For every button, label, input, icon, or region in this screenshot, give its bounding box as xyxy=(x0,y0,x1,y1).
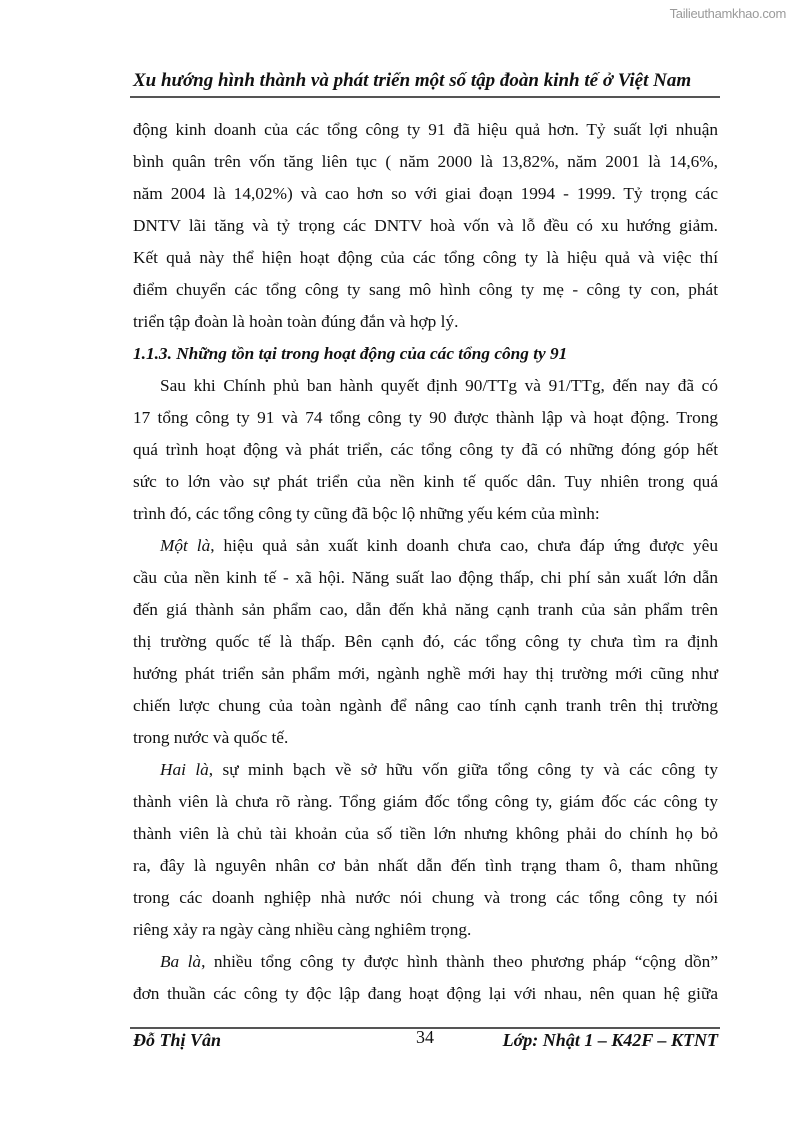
text-line: bình quân trên vốn tăng liên tục ( năm 2000 là 13,82%, năm 2001 là 14,6%, xyxy=(133,152,718,171)
text-line: sức to lớn vào sự phát triển của nền kinh tế quốc dân. Tuy nhiên trong quá xyxy=(133,472,718,491)
text-line xyxy=(133,754,718,786)
watermark: Tailieuthamkhao.com xyxy=(669,6,786,21)
line-text: , nhiều tổng công ty được hình thành theo phương pháp “cộng dồn” xyxy=(201,952,718,971)
text-line: DNTV lãi tăng và tỷ trọng các DNTV hoà vốn và lỗ đều có xu hướng giảm. xyxy=(133,216,718,235)
italic-lead: Ba là xyxy=(160,952,202,971)
page-number: 34 xyxy=(416,1027,434,1047)
running-header: Xu hướng hình thành và phát triển một số tập đoàn kinh tế ở Việt Nam xyxy=(133,70,692,91)
footer-class-info: Lớp: Nhật 1 – K42F – KTNT xyxy=(502,1030,718,1050)
text-line: thị trường quốc tế là thấp. Bên cạnh đó, các tổng công ty chưa tìm ra định xyxy=(133,632,718,651)
text-line: điểm chuyển các tổng công ty sang mô hình công ty mẹ - công ty con, phát xyxy=(133,280,718,299)
text-line: quá trình hoạt động và phát triển, các tổng công ty đã có những đóng góp hết xyxy=(133,440,718,459)
text-line xyxy=(133,946,718,978)
page-body xyxy=(133,114,718,1010)
text-line: chiến lược chung của toàn ngành để nâng cao tính cạnh tranh trên thị trường xyxy=(133,696,718,715)
footer-author: Đỗ Thị Vân xyxy=(133,1030,222,1050)
text-line: hướng phát triển sản phẩm mới, ngành nghề mới hay thị trường mới cũng như xyxy=(133,664,718,683)
text-line: riêng xảy ra ngày càng nhiều càng nghiêm trọng. xyxy=(133,920,472,939)
text-line: động kinh doanh của các tổng công ty 91 đã hiệu quả hơn. Tỷ suất lợi nhuận xyxy=(133,120,718,139)
page-footer xyxy=(133,1027,718,1054)
text-line: triển tập đoàn là hoàn toàn đúng đắn và hợp lý. xyxy=(133,312,459,331)
text-line: năm 2004 là 14,02%) và cao hơn so với giai đoạn 1994 - 1999. Tỷ trọng các xyxy=(133,184,718,203)
text-line: trình đó, các tổng công ty cũng đã bộc lộ những yếu kém của mình: xyxy=(133,504,600,523)
text-line: trong các doanh nghiệp nhà nước nói chung và trong các tổng công ty nói xyxy=(133,888,718,907)
text-line: 17 tổng công ty 91 và 74 tổng công ty 90 được thành lập và hoạt động. Trong xyxy=(133,408,718,427)
text-line: thành viên là chủ tài khoản của số tiền lớn nhưng không phải do chính họ bỏ xyxy=(133,824,718,843)
text-line: Kết quả này thể hiện hoạt động của các tổng công ty là hiệu quả và việc thí xyxy=(133,248,718,267)
text-line: ra, đây là nguyên nhân cơ bản nhất dẫn đến tình trạng tham ô, tham nhũng xyxy=(133,856,718,875)
section-heading: 1.1.3. Những tồn tại trong hoạt động của các tổng công ty 91 xyxy=(133,344,568,363)
text-line: đơn thuần các công ty độc lập đang hoạt động lại với nhau, nên quan hệ giữa xyxy=(133,984,718,1003)
italic-lead: Một là xyxy=(160,536,211,555)
line-text: , sự minh bạch về sở hữu vốn giữa tổng công ty và các công ty xyxy=(208,760,719,779)
text-line: thành viên là chưa rõ ràng. Tổng giám đốc tổng công ty, giám đốc các công ty xyxy=(133,792,718,811)
header-rule xyxy=(130,96,720,98)
text-line: cầu của nền kinh tế - xã hội. Năng suất lao động thấp, chi phí sản xuất lớn dẫn xyxy=(133,568,718,587)
text-line: trong nước và quốc tế. xyxy=(133,728,289,747)
text-line: Sau khi Chính phủ ban hành quyết định 90/TTg và 91/TTg, đến nay đã có xyxy=(160,376,718,395)
line-text: , hiệu quả sản xuất kinh doanh chưa cao, chưa đáp ứng được yêu xyxy=(210,536,718,555)
italic-lead: Hai là xyxy=(160,760,209,779)
text-line xyxy=(133,530,718,562)
text-line: đến giá thành sản phẩm cao, dẫn đến khả năng cạnh tranh của sản phẩm trên xyxy=(133,600,718,619)
